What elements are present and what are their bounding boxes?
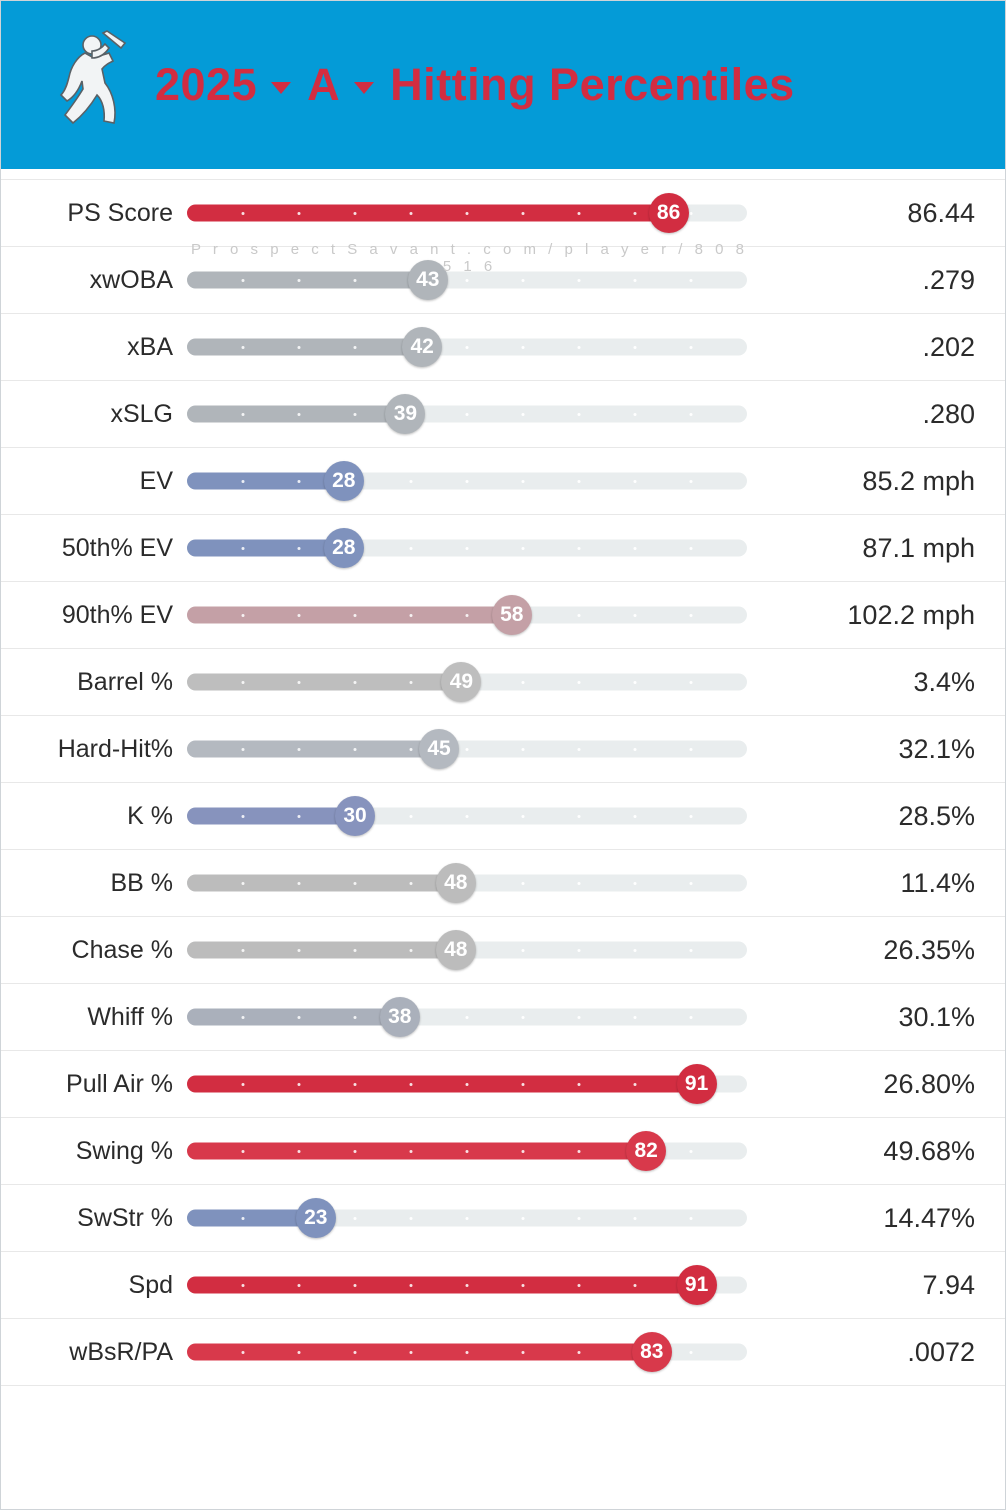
fill-tick bbox=[410, 882, 413, 885]
metric-value: 32.1% bbox=[898, 733, 975, 764]
track-tick bbox=[690, 882, 693, 885]
track-tick bbox=[634, 815, 637, 818]
chevron-down-icon-season[interactable] bbox=[271, 82, 291, 94]
track-tick bbox=[634, 681, 637, 684]
percentile-bubble: 28 bbox=[324, 461, 364, 501]
fill-tick bbox=[522, 1083, 525, 1086]
fill-tick bbox=[298, 815, 301, 818]
track-tick bbox=[466, 346, 469, 349]
percentile-bar bbox=[187, 1252, 752, 1318]
metric-label: SwStr % bbox=[77, 1203, 173, 1232]
percentile-row bbox=[1, 1319, 1005, 1386]
fill-tick bbox=[466, 212, 469, 215]
fill-tick bbox=[354, 1016, 357, 1019]
fill-tick bbox=[522, 1150, 525, 1153]
percentile-row bbox=[1, 649, 1005, 716]
bar-fill bbox=[187, 674, 461, 691]
fill-tick bbox=[242, 748, 245, 751]
bar-fill bbox=[187, 406, 405, 423]
fill-tick bbox=[354, 1284, 357, 1287]
metric-label: BB % bbox=[110, 868, 173, 897]
percentile-row bbox=[1, 1051, 1005, 1118]
percentile-row bbox=[1, 314, 1005, 381]
metric-label: Pull Air % bbox=[66, 1069, 173, 1098]
metric-value: 30.1% bbox=[898, 1001, 975, 1032]
track-tick bbox=[522, 413, 525, 416]
percentile-bubble: 39 bbox=[385, 394, 425, 434]
fill-tick bbox=[410, 681, 413, 684]
fill-tick bbox=[578, 1150, 581, 1153]
track-tick bbox=[522, 346, 525, 349]
fill-tick bbox=[466, 1083, 469, 1086]
metric-value: 28.5% bbox=[898, 800, 975, 831]
fill-tick bbox=[466, 1351, 469, 1354]
fill-tick bbox=[634, 1284, 637, 1287]
track-tick bbox=[522, 480, 525, 483]
fill-tick bbox=[410, 1351, 413, 1354]
fill-tick bbox=[354, 1083, 357, 1086]
track-tick bbox=[634, 1217, 637, 1220]
percentile-bubble: 83 bbox=[632, 1332, 672, 1372]
percentile-row bbox=[1, 582, 1005, 649]
track-tick bbox=[690, 279, 693, 282]
fill-tick bbox=[298, 1083, 301, 1086]
percentile-bubble: 23 bbox=[296, 1198, 336, 1238]
percentile-bar bbox=[187, 1051, 752, 1117]
fill-tick bbox=[578, 1284, 581, 1287]
track-tick bbox=[578, 614, 581, 617]
fill-tick bbox=[242, 413, 245, 416]
track-tick bbox=[578, 480, 581, 483]
metric-value: 102.2 mph bbox=[847, 599, 975, 630]
fill-tick bbox=[354, 346, 357, 349]
track-tick bbox=[410, 815, 413, 818]
fill-tick bbox=[354, 413, 357, 416]
fill-tick bbox=[578, 212, 581, 215]
metric-value: 3.4% bbox=[913, 666, 975, 697]
track-tick bbox=[634, 279, 637, 282]
card-header bbox=[1, 1, 1005, 169]
percentile-row bbox=[1, 1185, 1005, 1252]
track-tick bbox=[466, 1016, 469, 1019]
fill-tick bbox=[522, 212, 525, 215]
fill-tick bbox=[298, 1351, 301, 1354]
percentile-bar bbox=[187, 850, 752, 916]
metric-label: xSLG bbox=[110, 399, 173, 428]
fill-tick bbox=[298, 1284, 301, 1287]
percentile-bubble: 48 bbox=[436, 863, 476, 903]
track-tick bbox=[578, 882, 581, 885]
track-tick bbox=[690, 1351, 693, 1354]
track-tick bbox=[466, 748, 469, 751]
fill-tick bbox=[466, 614, 469, 617]
bar-fill bbox=[187, 205, 669, 222]
bar-fill bbox=[187, 875, 456, 892]
metric-label: PS Score bbox=[67, 198, 173, 227]
track-tick bbox=[522, 547, 525, 550]
percentile-bubble: 49 bbox=[441, 662, 481, 702]
track-tick bbox=[410, 1217, 413, 1220]
track-tick bbox=[578, 1217, 581, 1220]
track-tick bbox=[634, 547, 637, 550]
level-selector[interactable]: A bbox=[307, 59, 341, 110]
track-tick bbox=[634, 1016, 637, 1019]
metric-value: 26.35% bbox=[883, 934, 975, 965]
fill-tick bbox=[242, 1284, 245, 1287]
percentile-bubble: 30 bbox=[335, 796, 375, 836]
fill-tick bbox=[466, 1150, 469, 1153]
bar-fill bbox=[187, 540, 344, 557]
percentile-row bbox=[1, 917, 1005, 984]
percentile-row bbox=[1, 1118, 1005, 1185]
percentile-bubble: 38 bbox=[380, 997, 420, 1037]
track-tick bbox=[690, 346, 693, 349]
track-tick bbox=[578, 748, 581, 751]
fill-tick bbox=[242, 346, 245, 349]
percentile-row bbox=[1, 1252, 1005, 1319]
track-tick bbox=[578, 681, 581, 684]
fill-tick bbox=[242, 547, 245, 550]
track-tick bbox=[522, 681, 525, 684]
percentile-bubble: 91 bbox=[677, 1064, 717, 1104]
fill-tick bbox=[298, 681, 301, 684]
chevron-down-icon-level[interactable] bbox=[354, 82, 374, 94]
fill-tick bbox=[634, 212, 637, 215]
fill-tick bbox=[298, 212, 301, 215]
fill-tick bbox=[242, 614, 245, 617]
metric-label: 50th% EV bbox=[61, 533, 173, 562]
fill-tick bbox=[354, 212, 357, 215]
track-tick bbox=[522, 748, 525, 751]
percentile-row bbox=[1, 179, 1005, 247]
fill-tick bbox=[578, 1083, 581, 1086]
track-tick bbox=[690, 413, 693, 416]
percentile-row bbox=[1, 716, 1005, 783]
track-tick bbox=[522, 815, 525, 818]
percentile-bubble: 82 bbox=[626, 1131, 666, 1171]
fill-tick bbox=[522, 1284, 525, 1287]
percentile-bar bbox=[187, 917, 752, 983]
season-selector[interactable]: 2025 bbox=[155, 59, 258, 110]
fill-tick bbox=[410, 949, 413, 952]
percentile-bubble: 43 bbox=[408, 260, 448, 300]
metric-label: xBA bbox=[127, 332, 173, 361]
bar-fill bbox=[187, 1076, 697, 1093]
fill-tick bbox=[410, 748, 413, 751]
fill-tick bbox=[354, 1351, 357, 1354]
fill-tick bbox=[242, 1150, 245, 1153]
watermark: P r o s p e c t S a v a n t . c o m / p l a y e r / 8 0 8 5 1 6 bbox=[190, 241, 749, 275]
percentile-bar bbox=[187, 1319, 752, 1385]
metric-value: .0072 bbox=[907, 1336, 975, 1367]
metric-label: Whiff % bbox=[87, 1002, 173, 1031]
percentile-bar bbox=[187, 381, 752, 447]
track-tick bbox=[690, 480, 693, 483]
percentile-row bbox=[1, 381, 1005, 448]
track-tick bbox=[466, 413, 469, 416]
track-tick bbox=[690, 949, 693, 952]
percentile-bar bbox=[187, 1118, 752, 1184]
track-tick bbox=[466, 1217, 469, 1220]
metric-label: Chase % bbox=[71, 935, 173, 964]
fill-tick bbox=[354, 1150, 357, 1153]
percentile-bar bbox=[187, 716, 752, 782]
metric-value: 87.1 mph bbox=[862, 532, 975, 563]
bar-fill bbox=[187, 942, 456, 959]
fill-tick bbox=[298, 279, 301, 282]
track-tick bbox=[634, 949, 637, 952]
percentile-bar bbox=[187, 180, 752, 246]
fill-tick bbox=[354, 748, 357, 751]
track-tick bbox=[522, 949, 525, 952]
track-tick bbox=[690, 815, 693, 818]
metric-value: 85.2 mph bbox=[862, 465, 975, 496]
metric-label: EV bbox=[139, 466, 173, 495]
fill-tick bbox=[522, 1351, 525, 1354]
track-tick bbox=[690, 681, 693, 684]
bar-fill bbox=[187, 339, 422, 356]
track-tick bbox=[634, 413, 637, 416]
track-tick bbox=[522, 882, 525, 885]
track-tick bbox=[634, 882, 637, 885]
fill-tick bbox=[242, 279, 245, 282]
bar-fill bbox=[187, 607, 512, 624]
fill-tick bbox=[410, 1150, 413, 1153]
fill-tick bbox=[410, 212, 413, 215]
metric-value: .280 bbox=[922, 398, 975, 429]
metric-label: Hard-Hit% bbox=[57, 734, 173, 763]
percentile-bubble: 45 bbox=[419, 729, 459, 769]
fill-tick bbox=[354, 614, 357, 617]
track-tick bbox=[578, 949, 581, 952]
fill-tick bbox=[242, 1351, 245, 1354]
fill-tick bbox=[298, 748, 301, 751]
track-tick bbox=[578, 279, 581, 282]
fill-tick bbox=[298, 346, 301, 349]
fill-tick bbox=[354, 882, 357, 885]
metric-value: .202 bbox=[922, 331, 975, 362]
metric-value: 26.80% bbox=[883, 1068, 975, 1099]
percentile-row bbox=[1, 783, 1005, 850]
metric-label: Swing % bbox=[75, 1136, 173, 1165]
page-title: Hitting Percentiles bbox=[390, 59, 795, 110]
fill-tick bbox=[410, 1284, 413, 1287]
metric-label: xwOBA bbox=[89, 265, 173, 294]
percentile-bar bbox=[187, 582, 752, 648]
fill-tick bbox=[242, 480, 245, 483]
track-tick bbox=[690, 1016, 693, 1019]
percentile-row bbox=[1, 515, 1005, 582]
fill-tick bbox=[354, 681, 357, 684]
fill-tick bbox=[298, 1016, 301, 1019]
track-tick bbox=[690, 1217, 693, 1220]
metric-value: 11.4% bbox=[900, 867, 975, 898]
percentile-bar bbox=[187, 1185, 752, 1251]
metric-label: Barrel % bbox=[77, 667, 173, 696]
percentile-bubble: 28 bbox=[324, 528, 364, 568]
fill-tick bbox=[298, 413, 301, 416]
percentile-rows bbox=[1, 169, 1005, 1386]
fill-tick bbox=[354, 279, 357, 282]
percentile-bar bbox=[187, 984, 752, 1050]
metric-value: 86.44 bbox=[907, 197, 975, 228]
fill-tick bbox=[298, 480, 301, 483]
track-tick bbox=[690, 547, 693, 550]
track-tick bbox=[466, 815, 469, 818]
fill-tick bbox=[354, 949, 357, 952]
fill-tick bbox=[242, 212, 245, 215]
metric-value: 49.68% bbox=[883, 1135, 975, 1166]
percentile-bar bbox=[187, 515, 752, 581]
metric-label: Spd bbox=[128, 1270, 173, 1299]
bar-fill bbox=[187, 1009, 400, 1026]
metric-label: 90th% EV bbox=[61, 600, 173, 629]
track-tick bbox=[578, 413, 581, 416]
metric-label: K % bbox=[127, 801, 173, 830]
percentile-row bbox=[1, 448, 1005, 515]
fill-tick bbox=[298, 614, 301, 617]
fill-tick bbox=[242, 949, 245, 952]
track-tick bbox=[522, 1016, 525, 1019]
track-tick bbox=[634, 748, 637, 751]
bar-fill bbox=[187, 1277, 697, 1294]
fill-tick bbox=[242, 1083, 245, 1086]
track-tick bbox=[578, 547, 581, 550]
metric-value: .279 bbox=[922, 264, 975, 295]
fill-tick bbox=[578, 1351, 581, 1354]
metric-value: 7.94 bbox=[922, 1269, 975, 1300]
track-tick bbox=[410, 547, 413, 550]
track-tick bbox=[466, 279, 469, 282]
track-tick bbox=[578, 346, 581, 349]
percentile-bar bbox=[187, 783, 752, 849]
percentile-bar bbox=[187, 314, 752, 380]
track-tick bbox=[634, 480, 637, 483]
percentile-bubble: 48 bbox=[436, 930, 476, 970]
batter-silhouette-icon bbox=[47, 29, 133, 141]
fill-tick bbox=[242, 815, 245, 818]
fill-tick bbox=[410, 614, 413, 617]
fill-tick bbox=[298, 1150, 301, 1153]
fill-tick bbox=[298, 547, 301, 550]
fill-tick bbox=[634, 1083, 637, 1086]
track-tick bbox=[522, 1217, 525, 1220]
track-tick bbox=[578, 815, 581, 818]
percentile-bar bbox=[187, 649, 752, 715]
fill-tick bbox=[242, 1016, 245, 1019]
bar-fill bbox=[187, 1143, 646, 1160]
percentile-row bbox=[1, 850, 1005, 917]
percentile-row bbox=[1, 984, 1005, 1051]
track-tick bbox=[578, 1016, 581, 1019]
bar-fill bbox=[187, 808, 355, 825]
track-tick bbox=[690, 748, 693, 751]
track-tick bbox=[522, 279, 525, 282]
track-tick bbox=[410, 480, 413, 483]
track-tick bbox=[466, 480, 469, 483]
metric-label: wBsR/PA bbox=[69, 1337, 173, 1366]
percentile-bubble: 58 bbox=[492, 595, 532, 635]
bar-fill bbox=[187, 1344, 652, 1361]
track-tick bbox=[354, 1217, 357, 1220]
track-tick bbox=[634, 346, 637, 349]
fill-tick bbox=[242, 1217, 245, 1220]
fill-tick bbox=[410, 1083, 413, 1086]
percentile-bar bbox=[187, 448, 752, 514]
track-tick bbox=[690, 212, 693, 215]
track-tick bbox=[690, 614, 693, 617]
header-title bbox=[155, 59, 795, 111]
metric-value: 14.47% bbox=[883, 1202, 975, 1233]
percentile-bubble: 91 bbox=[677, 1265, 717, 1305]
fill-tick bbox=[242, 681, 245, 684]
bar-fill bbox=[187, 473, 344, 490]
fill-tick bbox=[298, 882, 301, 885]
track-tick bbox=[690, 1150, 693, 1153]
track-tick bbox=[466, 547, 469, 550]
fill-tick bbox=[298, 949, 301, 952]
percentile-bubble: 86 bbox=[649, 193, 689, 233]
fill-tick bbox=[466, 1284, 469, 1287]
fill-tick bbox=[242, 882, 245, 885]
percentile-bubble: 42 bbox=[402, 327, 442, 367]
bar-fill bbox=[187, 741, 439, 758]
track-tick bbox=[634, 614, 637, 617]
